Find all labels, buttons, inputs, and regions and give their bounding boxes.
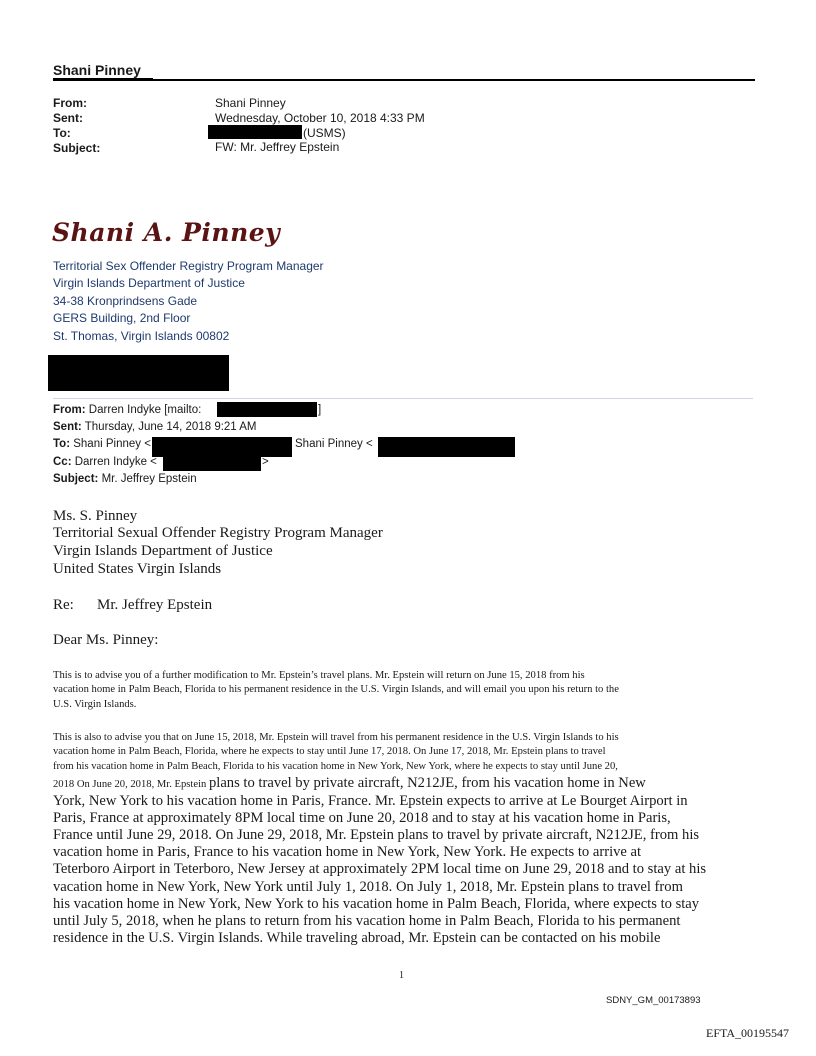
salutation: Dear Ms. Pinney: — [53, 632, 159, 648]
forwarded-from-label: From: — [53, 404, 86, 416]
page-number: 1 — [399, 970, 404, 981]
forwarded-cc — [53, 456, 157, 468]
paragraph-line: from his vacation home in Palm Beach, Florida to his vacation home in New York, New York, where he expects to stay until June 20, — [53, 760, 618, 772]
paragraph-2-small — [53, 731, 758, 774]
forwarded-subject-label: Subject: — [53, 473, 99, 485]
efta-number: EFTA_00195547 — [706, 1026, 790, 1040]
paragraph-line-mixed — [53, 775, 758, 793]
forwarded-subject-value: Mr. Jeffrey Epstein — [101, 473, 197, 485]
forwarded-from-close: ] — [318, 404, 322, 416]
bates-number: SDNY_GM_00173893 — [606, 995, 701, 1006]
paragraph-line: U.S. Virgin Islands. — [53, 698, 137, 710]
redaction-box — [208, 125, 302, 139]
paragraph-line: vacation home in New York, New York until July 1, 2018. On July 1, 2018, Mr. Epstein plans to travel from — [53, 878, 683, 895]
paragraph-line: vacation home in Palm Beach, Florida, where he expects to stay until June 17, 2018. On June 17, 2018, Mr. Epstein plans to travel — [53, 746, 606, 758]
sent-label: Sent: — [53, 111, 83, 125]
forwarded-cc-value: Darren Indyke < — [74, 456, 157, 468]
forwarded-cc-close: > — [262, 456, 269, 468]
to-value: (USMS) — [303, 126, 346, 140]
address-line: Virgin Islands Department of Justice — [53, 543, 273, 559]
address-line: United States Virgin Islands — [53, 561, 222, 577]
paragraph-line: vacation home in Palm Beach, Florida to his permanent residence in the U.S. Virgin Islands, and will email you upon his return to the — [53, 684, 619, 696]
subject-value: FW: Mr. Jeffrey Epstein — [215, 140, 340, 154]
paragraph-line: This is to advise you of a further modification to Mr. Epstein’s travel plans. Mr. Epstein will return on June 15, 2018 from his — [53, 670, 585, 681]
paragraph-fragment-small: 2018 On June 20, 2018, Mr. Epstein — [53, 779, 209, 790]
redaction-box — [48, 355, 229, 391]
re-value: Mr. Jeffrey Epstein — [97, 597, 213, 613]
forwarded-to-value-1: Shani Pinney < — [73, 438, 151, 450]
redaction-box — [378, 437, 515, 457]
paragraph-line: until July 5, 2018, when he plans to return from his vacation home in Palm Beach, Florida to his permanent — [53, 912, 681, 929]
header-rule — [53, 79, 755, 81]
forwarded-sent-label: Sent: — [53, 421, 82, 433]
handwritten-signature: Shani A. Pinney — [52, 218, 281, 247]
forwarded-cc-label: Cc: — [53, 456, 72, 468]
signature-building: GERS Building, 2nd Floor — [53, 311, 191, 325]
header-rule-accent — [53, 78, 153, 81]
paragraph-2-large — [53, 775, 758, 947]
forward-divider — [53, 398, 753, 399]
forwarded-to-label: To: — [53, 438, 71, 450]
redaction-box — [152, 437, 292, 457]
paragraph-line: vacation home in Paris, France to his vacation home in New York, New York. He expects to arrive at — [53, 844, 642, 861]
forwarded-from — [53, 404, 201, 416]
paragraph-line: residence in the U.S. Virgin Islands. While traveling abroad, Mr. Epstein can be contacted on his mobile — [53, 929, 661, 946]
redaction-box — [163, 455, 261, 471]
paragraph-line: This is also to advise you that on June 15, 2018, Mr. Epstein will travel from his permanent residence in the U.S. Virgin Islands to his — [53, 732, 619, 743]
signature-department: Virgin Islands Department of Justice — [53, 276, 245, 290]
paragraph-line: Teterboro Airport in Teterboro, New Jersey at approximately 2PM local time on June 29, 2018 and to stay at his — [53, 861, 707, 878]
re-label: Re: — [53, 597, 74, 613]
address-line: Territorial Sexual Offender Registry Program Manager — [53, 525, 383, 541]
redaction-box — [217, 402, 317, 417]
document-owner-name: Shani Pinney — [53, 62, 141, 78]
from-value: Shani Pinney — [215, 96, 286, 110]
paragraph-line: his vacation home in New York, New York to his vacation home in Palm Beach, Florida, where expects to stay — [53, 895, 700, 912]
paragraph-line: France until June 29, 2018. On June 29, 2018, Mr. Epstein plans to travel by private aircraft, N212JE, from his — [53, 827, 700, 844]
forwarded-to — [53, 438, 151, 450]
to-label: To: — [53, 126, 71, 140]
paragraph-line: York, New York to his vacation home in Paris, France. Mr. Epstein expects to arrive at Le Bourget Airport in — [53, 793, 688, 810]
paragraph-1 — [53, 669, 758, 712]
forwarded-sent — [53, 421, 257, 433]
forwarded-sent-value: Thursday, June 14, 2018 9:21 AM — [84, 421, 257, 433]
signature-city: St. Thomas, Virgin Islands 00802 — [53, 329, 230, 343]
from-label: From: — [53, 96, 87, 110]
subject-label: Subject: — [53, 141, 101, 155]
signature-street: 34-38 Kronprindsens Gade — [53, 294, 198, 308]
sent-value: Wednesday, October 10, 2018 4:33 PM — [215, 111, 425, 125]
address-line: Ms. S. Pinney — [53, 508, 138, 524]
paragraph-line: Paris, France at approximately 8PM local time on June 20, 2018 and to stay at his vacation home in Paris, — [53, 810, 671, 827]
paragraph-fragment-large: plans to travel by private aircraft, N212JE, from his vacation home in New — [208, 775, 646, 791]
forwarded-from-value: Darren Indyke [mailto: — [88, 404, 202, 416]
forwarded-subject — [53, 473, 197, 485]
signature-title: Territorial Sex Offender Registry Program Manager — [53, 259, 324, 273]
forwarded-to-value-2: Shani Pinney < — [295, 438, 373, 450]
